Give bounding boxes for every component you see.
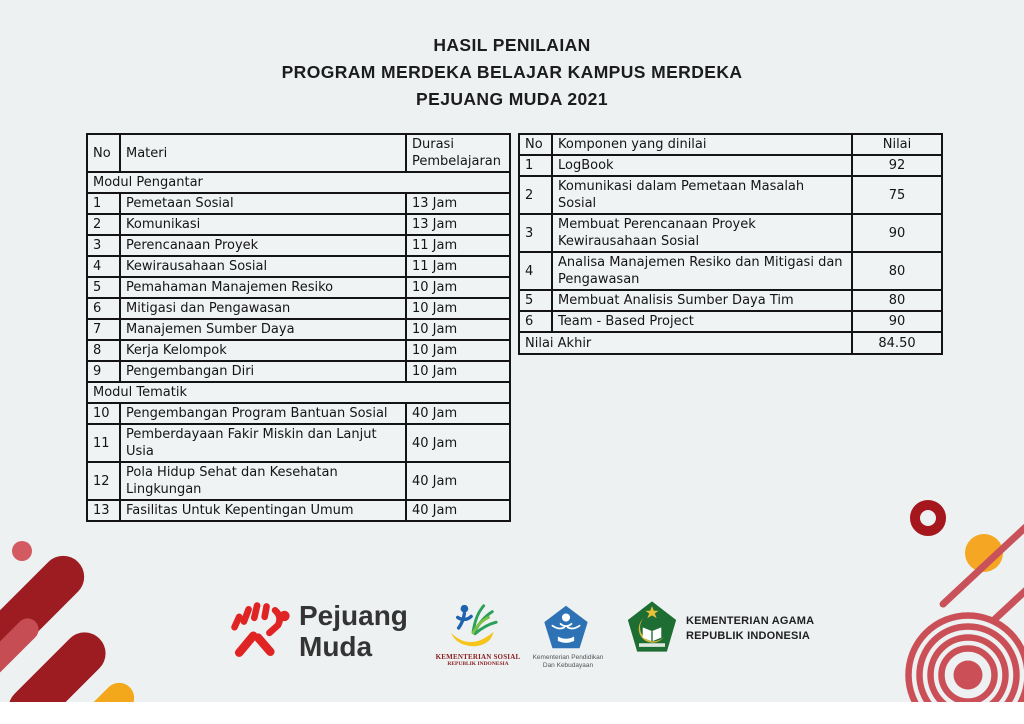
materi-row xyxy=(87,500,510,521)
cell-no: 13 xyxy=(87,500,120,521)
cell-no: 5 xyxy=(519,290,552,311)
cell-materi: Perencanaan Proyek xyxy=(120,235,406,256)
cell-durasi: 13 Jam xyxy=(406,193,510,214)
materi-row xyxy=(87,462,510,500)
cell-no: 1 xyxy=(87,193,120,214)
nilai-row xyxy=(519,290,942,311)
header-cell-no: No xyxy=(519,134,552,155)
materi-row xyxy=(87,256,510,277)
kemensos-logo-icon xyxy=(446,601,504,653)
cell-durasi: 40 Jam xyxy=(406,500,510,521)
cell-durasi: 10 Jam xyxy=(406,298,510,319)
cell-materi: Komunikasi xyxy=(120,214,406,235)
page-title xyxy=(0,32,1024,113)
cell-no: 3 xyxy=(87,235,120,256)
materi-row xyxy=(87,403,510,424)
cell-no: 4 xyxy=(87,256,120,277)
cell-nilai: 90 xyxy=(852,311,942,332)
cell-durasi: 13 Jam xyxy=(406,214,510,235)
cell-nilai: 90 xyxy=(852,214,942,252)
kemdikbud-logo-icon xyxy=(541,604,591,651)
cell-durasi: 11 Jam xyxy=(406,256,510,277)
cell-no: 2 xyxy=(519,176,552,214)
kemenag-line-2: REPUBLIK INDONESIA xyxy=(686,630,810,642)
nilai-row xyxy=(519,311,942,332)
cell-durasi: 10 Jam xyxy=(406,277,510,298)
pejuang-muda-logo-icon xyxy=(226,597,292,665)
kemenag-logo-text xyxy=(686,614,814,644)
module-section-label: Modul Tematik xyxy=(87,382,510,403)
cell-nilai: 75 xyxy=(852,176,942,214)
cell-no: 2 xyxy=(87,214,120,235)
cell-komponen: Team - Based Project xyxy=(552,311,852,332)
materi-row xyxy=(87,319,510,340)
cell-no: 6 xyxy=(87,298,120,319)
cell-durasi: 40 Jam xyxy=(406,424,510,462)
cell-no: 9 xyxy=(87,361,120,382)
cell-komponen: Membuat Perencanaan Proyek Kewirausahaan Sosial xyxy=(552,214,852,252)
nilai-row xyxy=(519,176,942,214)
cell-no: 8 xyxy=(87,340,120,361)
cell-durasi: 40 Jam xyxy=(406,462,510,500)
nilai-header-row xyxy=(519,134,942,155)
cell-materi: Pola Hidup Sehat dan Kesehatan Lingkungan xyxy=(120,462,406,500)
cell-materi: Kerja Kelompok xyxy=(120,340,406,361)
cell-materi: Kewirausahaan Sosial xyxy=(120,256,406,277)
final-score-value: 84.50 xyxy=(852,332,942,354)
cell-materi: Pemetaan Sosial xyxy=(120,193,406,214)
header-cell-nilai: Nilai xyxy=(852,134,942,155)
cell-no: 7 xyxy=(87,319,120,340)
cell-materi: Mitigasi dan Pengawasan xyxy=(120,298,406,319)
cell-durasi: 10 Jam xyxy=(406,361,510,382)
cell-no: 10 xyxy=(87,403,120,424)
cell-komponen: Membuat Analisis Sumber Daya Tim xyxy=(552,290,852,311)
materi-table xyxy=(86,133,511,522)
cell-no: 1 xyxy=(519,155,552,176)
title-line-1: HASIL PENILAIAN xyxy=(433,35,591,55)
decoration-pink-circle xyxy=(12,541,32,561)
cell-nilai: 92 xyxy=(852,155,942,176)
cell-materi: Pemberdayaan Fakir Miskin dan Lanjut Usia xyxy=(120,424,406,462)
cell-no: 11 xyxy=(87,424,120,462)
kemdikbud-logo-text xyxy=(518,654,618,670)
materi-row xyxy=(87,298,510,319)
pejuang-muda-line-2: Muda xyxy=(299,631,373,662)
kemensos-line-2: REPUBLIK INDONESIA xyxy=(447,661,509,667)
cell-nilai: 80 xyxy=(852,252,942,290)
header-cell-materi: Materi xyxy=(120,134,406,172)
materi-row xyxy=(87,424,510,462)
materi-row xyxy=(87,361,510,382)
materi-row xyxy=(87,277,510,298)
cell-durasi: 10 Jam xyxy=(406,340,510,361)
nilai-row xyxy=(519,155,942,176)
module-section-row xyxy=(87,382,510,403)
materi-row xyxy=(87,340,510,361)
kemenag-line-1: KEMENTERIAN AGAMA xyxy=(686,615,815,627)
module-section-row xyxy=(87,172,510,193)
cell-materi: Fasilitas Untuk Kepentingan Umum xyxy=(120,500,406,521)
cell-komponen: Komunikasi dalam Pemetaan Masalah Sosial xyxy=(552,176,852,214)
cell-materi: Pemahaman Manajemen Resiko xyxy=(120,277,406,298)
cell-no: 6 xyxy=(519,311,552,332)
cell-materi: Pengembangan Diri xyxy=(120,361,406,382)
pejuang-muda-line-1: Pejuang xyxy=(299,600,408,631)
nilai-footer-row xyxy=(519,332,942,354)
cell-durasi: 11 Jam xyxy=(406,235,510,256)
nilai-table xyxy=(518,133,943,355)
cell-no: 3 xyxy=(519,214,552,252)
cell-no: 5 xyxy=(87,277,120,298)
kemenag-logo-icon xyxy=(626,599,678,654)
cell-durasi: 40 Jam xyxy=(406,403,510,424)
bottom-white-strip xyxy=(0,702,1024,724)
title-line-3: PEJUANG MUDA 2021 xyxy=(416,89,608,109)
module-section-label: Modul Pengantar xyxy=(87,172,510,193)
nilai-row xyxy=(519,252,942,290)
materi-row xyxy=(87,193,510,214)
kemdikbud-line-2: Dan Kebudayaan xyxy=(542,662,594,669)
header-cell-durasi: Durasi Pembelajaran xyxy=(406,134,510,172)
decoration-red-ring xyxy=(910,500,946,536)
title-line-2: PROGRAM MERDEKA BELAJAR KAMPUS MERDEKA xyxy=(281,62,743,82)
cell-durasi: 10 Jam xyxy=(406,319,510,340)
materi-header-row xyxy=(87,134,510,172)
pejuang-muda-logo-text xyxy=(299,600,408,662)
cell-no: 4 xyxy=(519,252,552,290)
cell-materi: Manajemen Sumber Daya xyxy=(120,319,406,340)
header-cell-komponen: Komponen yang dinilai xyxy=(552,134,852,155)
final-score-label: Nilai Akhir xyxy=(519,332,852,354)
kemdikbud-line-1: Kementerian Pendidikan xyxy=(532,654,604,661)
nilai-row xyxy=(519,214,942,252)
materi-row xyxy=(87,214,510,235)
cell-komponen: Analisa Manajemen Resiko dan Mitigasi dan Pengawasan xyxy=(552,252,852,290)
cell-komponen: LogBook xyxy=(552,155,852,176)
materi-row xyxy=(87,235,510,256)
cell-nilai: 80 xyxy=(852,290,942,311)
kemensos-line-1: KEMENTERIAN SOSIAL xyxy=(435,653,521,661)
header-cell-no: No xyxy=(87,134,120,172)
cell-no: 12 xyxy=(87,462,120,500)
cell-materi: Pengembangan Program Bantuan Sosial xyxy=(120,403,406,424)
